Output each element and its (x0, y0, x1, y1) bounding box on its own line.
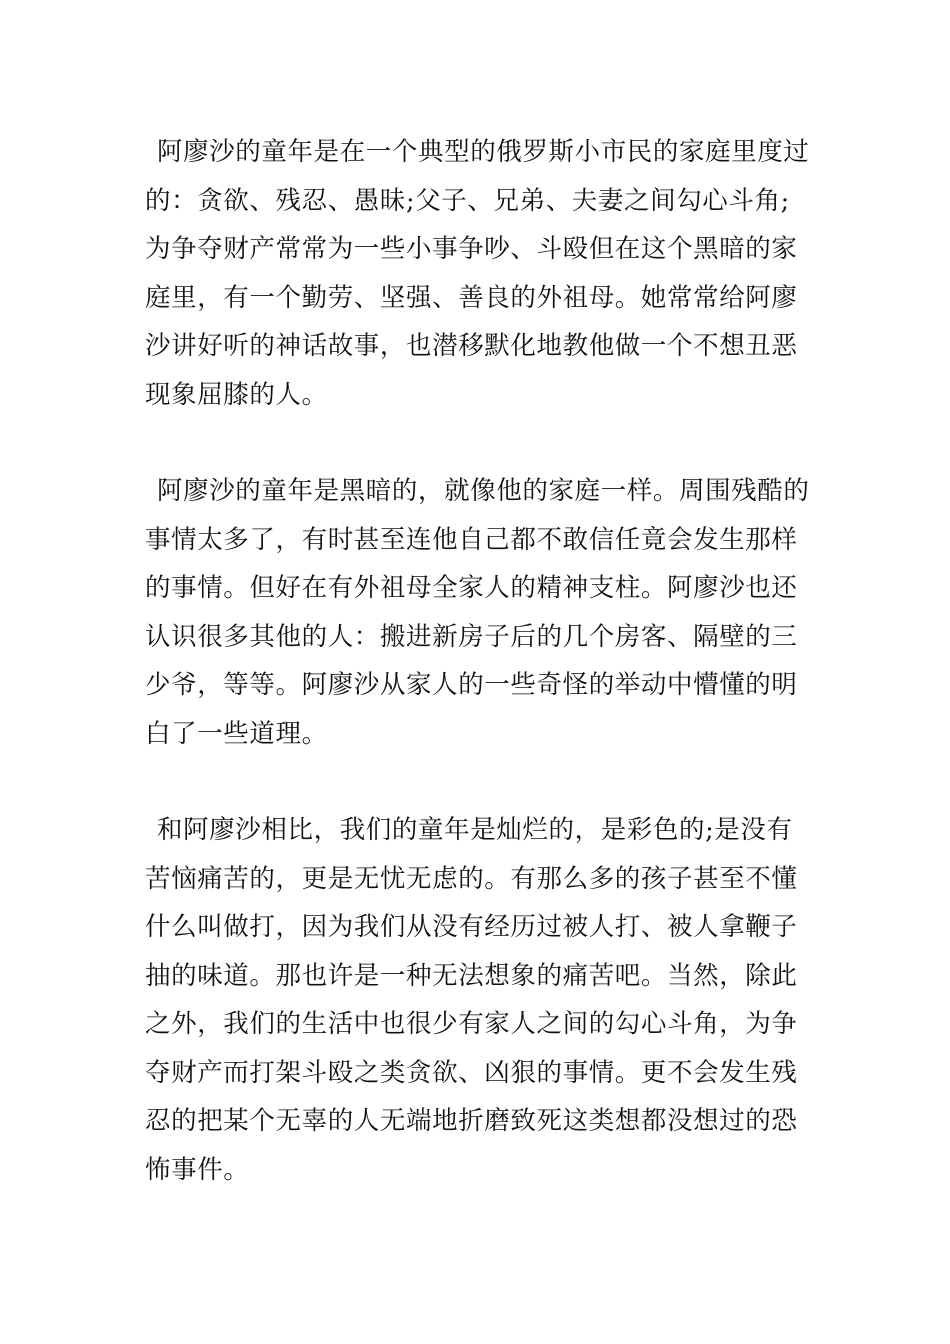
text-line: 庭里，有一个勤劳、坚强、善良的外祖母。她常常给阿廖 (145, 282, 798, 313)
text-line: 和阿廖沙相比，我们的童年是灿烂的，是彩色的;是没有 (157, 815, 793, 845)
text-line: 忍的把某个无辜的人无端地折磨致死这类想都没想过的恐 (145, 1106, 798, 1136)
text-line: 之外，我们的生活中也很少有家人之间的勾心斗角，为争 (145, 1009, 798, 1039)
paragraph-2 (145, 467, 810, 758)
text-line: 白了一些道理。 (145, 718, 328, 749)
text-line: 的事情。但好在有外祖母全家人的精神支柱。阿廖沙也还 (145, 573, 798, 603)
text-line: 什么叫做打，因为我们从没有经历过被人打、被人拿鞭子 (145, 912, 798, 942)
text-line: 的：贪欲、残忍、愚昧;父子、兄弟、夫妻之间勾心斗角; (145, 185, 790, 216)
text-line: 事情太多了，有时甚至连他自己都不敢信任竟会发生那样 (145, 524, 798, 555)
text-line: 少爷，等等。阿廖沙从家人的一些奇怪的举动中懵懂的明 (145, 670, 798, 700)
text-line: 沙讲好听的神话故事，也潜移默化地教他做一个不想丑恶 (145, 331, 798, 361)
text-line: 怖事件。 (145, 1154, 250, 1185)
text-line: 认识很多其他的人：搬进新房子后的几个房客、隔壁的三 (145, 621, 798, 652)
paragraph-1 (145, 128, 810, 419)
text-line: 为争夺财产常常为一些小事争吵、斗殴但在这个黑暗的家 (145, 234, 798, 264)
text-line: 阿廖沙的童年是在一个典型的俄罗斯小市民的家庭里度过 (157, 137, 810, 167)
text-line: 夺财产而打架斗殴之类贪欲、凶狠的事情。更不会发生残 (145, 1057, 798, 1088)
text-line: 现象屈膝的人。 (145, 379, 328, 410)
document-page (145, 128, 810, 1194)
text-line: 苦恼痛苦的，更是无忧无虑的。有那么多的孩子甚至不懂 (145, 863, 798, 894)
text-line: 阿廖沙的童年是黑暗的，就像他的家庭一样。周围残酷的 (157, 476, 810, 506)
paragraph-3 (145, 806, 810, 1194)
text-line: 抽的味道。那也许是一种无法想象的痛苦吧。当然，除此 (145, 960, 798, 991)
